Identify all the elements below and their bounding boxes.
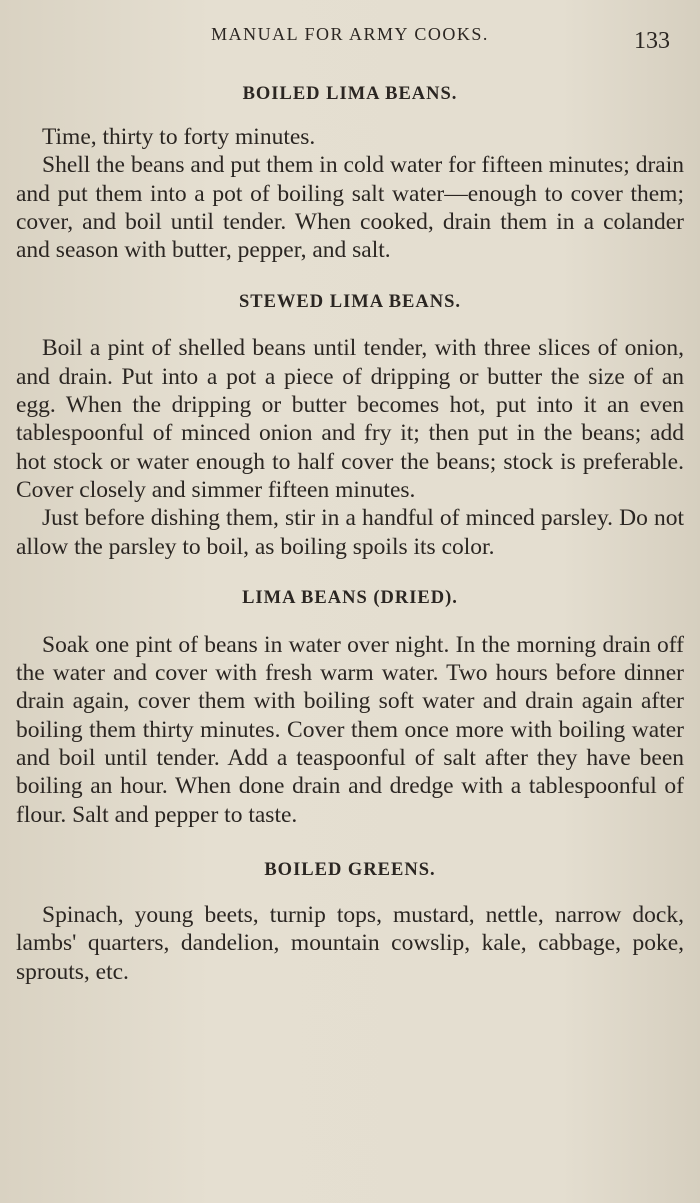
page-number: 133 [634, 28, 670, 54]
recipe-heading-lima-beans-dried: LIMA BEANS (DRIED). [242, 587, 458, 608]
recipe-paragraph: Spinach, young beets, turnip tops, mustard, nettle, narrow dock, lambs' quarters, dandelion, mountain cowslip, kale, cabbage, poke, sprouts, etc. [16, 901, 684, 985]
recipe-paragraph: Soak one pint of beans in water over night. In the morning drain off the water and cover with fresh warm water. Two hours before dinner drain again, cover them with boiling soft water and drain again after boiling them thirty minutes. Cover them once more with boiling water and boil until tender. Add a teaspoonful of salt after they have been boiling an hour. When done drain and dredge with a tablespoonful of flour. Salt and pepper to taste. [16, 631, 684, 828]
recipe-paragraph: Shell the beans and put them in cold water for fifteen minutes; drain and put them into a pot of boiling salt water—enough to cover them; cover, and boil until tender. When cooked, drain them in a colander and season with butter, pepper, and salt. [16, 152, 684, 264]
running-title: MANUAL FOR ARMY COOKS. [211, 24, 489, 44]
recipe-heading-stewed-lima-beans: STEWED LIMA BEANS. [238, 292, 462, 313]
running-head [16, 0, 684, 60]
recipe-heading-boiled-greens: BOILED GREENS. [264, 859, 436, 880]
recipe-paragraph: Just before dishing them, stir in a handful of minced parsley. Do not allow the parsley to boil, as boiling spoils its color. [16, 505, 684, 560]
recipe-paragraph: Boil a pint of shelled beans until tender, with three slices of onion, and drain. Put into a pot a piece of dripping or butter the size of an egg. When the dripping or butter becomes hot, put into it an even tablespoonful of minced onion and fry it; then put in the beans; add hot stock or water enough to half cover the beans; stock is preferable. Cover closely and simmer fifteen minutes. [16, 335, 684, 503]
recipe-paragraph: Time, thirty to forty minutes. [42, 124, 316, 150]
recipe-heading-boiled-lima-beans: BOILED LIMA BEANS. [242, 84, 458, 104]
